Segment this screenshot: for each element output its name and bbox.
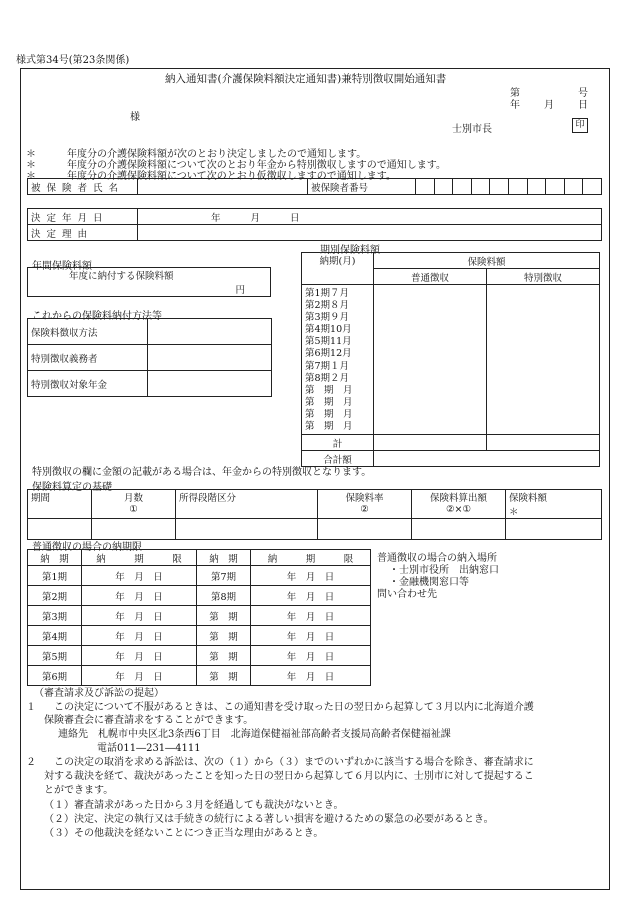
deadline-date[interactable]: 年 月 日 (251, 666, 371, 686)
insured-name-label: 被保険者氏名 (28, 179, 138, 195)
normal-amount-field[interactable] (374, 285, 487, 435)
deadline-table (27, 549, 371, 686)
basis-period-head: 期間 (28, 490, 92, 519)
contact-line: 連絡先 札幌市中央区北3条西6丁目 北海道保健福祉部高齢者支援局高齢者保健福祉課 (58, 729, 451, 740)
method-row-label: 特別徴収対象年金 (28, 371, 148, 397)
date-day: 日 (578, 100, 588, 111)
appeal-item-3: （３）その他裁決を経ないことにつき正当な理由があるとき。 (44, 828, 324, 839)
form-title: 納入通知書(介護保険料額決定通知書)兼特別徴収開始通知書 (165, 73, 447, 85)
insured-number-digit[interactable] (583, 179, 602, 195)
pay-place-title: 普通徴収の場合の納入場所 (377, 553, 497, 564)
decision-table (27, 208, 602, 241)
seal-mark: 印 (572, 118, 588, 133)
insured-number-digit[interactable] (527, 179, 546, 195)
deadline-period: 第5期 (28, 646, 82, 666)
appeal-1-text: この決定について不服があるときは、この通知書を受け取った日の翌日から起算して３月以内に北海道介護 (44, 702, 534, 713)
method-row-value[interactable] (148, 319, 272, 345)
insured-number-digit[interactable] (453, 179, 472, 195)
basis-field[interactable] (176, 519, 318, 540)
normal-head: 普通徴収 (374, 269, 487, 285)
insured-number-digit[interactable] (546, 179, 565, 195)
star-3-mark: ＊ (26, 171, 36, 182)
date-month: 月 (544, 100, 554, 111)
method-row-label: 保険料徴収方法 (28, 319, 148, 345)
deadline-date[interactable]: 年 月 日 (251, 586, 371, 606)
deadline-head: 納 期 限 (82, 550, 197, 566)
amount-head: 保険料額 (374, 253, 600, 269)
deadline-period: 第 期 (197, 666, 251, 686)
number-dai: 第 (510, 88, 520, 99)
basis-rate-head: 保険料率 ② (318, 490, 412, 519)
deadline-date[interactable]: 年 月 日 (82, 586, 197, 606)
basis-table (27, 489, 602, 540)
deadline-date[interactable]: 年 月 日 (251, 566, 371, 586)
basis-rank-head: 所得段階区分 (176, 490, 318, 519)
period-title: 期別保険料額 (320, 245, 380, 256)
deadline-period: 第 期 (197, 626, 251, 646)
annual-title: 年間保険料額 (32, 261, 92, 272)
form-number: 様式第34号(第23条関係) (16, 55, 130, 66)
appeal-2-no: ２ (26, 757, 36, 768)
grand-total-label: 合計額 (302, 451, 374, 467)
insured-table (27, 178, 602, 195)
appeal-2-text: この決定の取消を求める訴訟は、次の（１）から（３）までのいずれかに該当する場合を除き、審査請求に (44, 757, 534, 768)
deadline-date[interactable]: 年 月 日 (82, 646, 197, 666)
grand-total-field[interactable] (374, 451, 600, 467)
addressee-sama: 様 (130, 112, 140, 123)
number-go: 号 (578, 88, 588, 99)
appeal-title: （審査請求及び訴訟の提起） (34, 688, 164, 699)
deadline-period: 第3期 (28, 606, 82, 626)
appeal-item-1: （１）審査請求があった日から３月を経過しても裁決がないとき。 (44, 800, 344, 811)
method-row-label: 特別徴収義務者 (28, 345, 148, 371)
basis-field[interactable] (412, 519, 506, 540)
method-table (27, 318, 272, 397)
deadline-title: 普通徴収の場合の納期限 (32, 542, 142, 553)
insured-number-digit[interactable] (564, 179, 583, 195)
deadline-date[interactable]: 年 月 日 (251, 646, 371, 666)
deadline-period: 第 期 (197, 646, 251, 666)
basis-amount-head: 保険料額 ＊ (506, 490, 602, 519)
appeal-2-text-b: 対する裁決を経て、裁決があったことを知った日の翌日から起算して６月以内に、士別市に対して提起するこ (44, 771, 534, 782)
basis-calc-head: 保険料算出額 ②×① (412, 490, 506, 519)
star-2-mark: ＊ (26, 160, 36, 171)
mayor-name: 士別市長 (452, 124, 492, 135)
appeal-item-2: （２）決定、決定の執行又は手続きの続行による著しい損害を避けるための緊急の必要があるとき。 (44, 814, 494, 825)
deadline-date[interactable]: 年 月 日 (82, 566, 197, 586)
pay-place-item: ・金融機関窓口等 (389, 577, 469, 588)
total-field[interactable] (374, 435, 487, 451)
period-list: 第1期７月 第2期８月 第3期９月 第4期10月 第5期11月 第6期12月 第7期１月 第8期２月 第 期 月 第 期 月 第 期 月 第 期 月 (302, 285, 374, 435)
basis-field[interactable] (506, 519, 602, 540)
deadline-period: 第 期 (197, 606, 251, 626)
period-head: 納期(月) (302, 253, 374, 285)
basis-months-head: 月数 ① (92, 490, 176, 519)
date-year: 年 (510, 100, 520, 111)
deadline-period: 第7期 (197, 566, 251, 586)
star-1-text: 年度分の介護保険料額が次のとおり決定しましたので通知します。 (67, 149, 367, 160)
total-field[interactable] (487, 435, 600, 451)
decision-reason-label: 決定理由 (28, 225, 138, 241)
insured-number-digit[interactable] (416, 179, 435, 195)
deadline-date[interactable]: 年 月 日 (82, 666, 197, 686)
deadline-date[interactable]: 年 月 日 (251, 606, 371, 626)
special-amount-field[interactable] (487, 285, 600, 435)
basis-field[interactable] (28, 519, 92, 540)
basis-field[interactable] (318, 519, 412, 540)
contact-tel: 電話011―231―4111 (97, 743, 201, 754)
insured-number-digit[interactable] (490, 179, 509, 195)
annual-field[interactable]: 年度に納付する保険料額 円 (28, 268, 271, 297)
deadline-head: 納 期 限 (251, 550, 371, 566)
pay-place-item: ・士別市役所 出納窓口 (389, 565, 499, 576)
deadline-date[interactable]: 年 月 日 (82, 626, 197, 646)
basis-field[interactable] (92, 519, 176, 540)
deadline-head: 納 期 (28, 550, 82, 566)
special-head: 特別徴収 (487, 269, 600, 285)
special-note: 特別徴収の欄に金額の記載がある場合は、年金からの特別徴収となります。 (32, 467, 372, 478)
appeal-1-text-b: 保険審査会に審査請求をすることができます。 (44, 715, 254, 726)
decision-reason-field[interactable] (138, 225, 602, 241)
period-table (301, 252, 600, 467)
insured-number-label: 被保険者番号 (308, 179, 416, 195)
deadline-date[interactable]: 年 月 日 (82, 606, 197, 626)
deadline-date[interactable]: 年 月 日 (251, 626, 371, 646)
annual-table (27, 267, 271, 297)
method-row-value[interactable] (148, 345, 272, 371)
deadline-period: 第8期 (197, 586, 251, 606)
decision-date-field[interactable]: 年 月 日 (138, 209, 602, 225)
star-2-text: 年度分の介護保険料額について次のとおり年金から特別徴収しますので通知します。 (67, 160, 446, 171)
star-3-text: 年度分の介護保険料額について次のとおり仮徴収しますので通知します。 (67, 171, 396, 182)
basis-title: 保険料算定の基礎 (32, 482, 112, 493)
insured-number-digit[interactable] (471, 179, 490, 195)
insured-number-digit[interactable] (508, 179, 527, 195)
method-row-value[interactable] (148, 371, 272, 397)
deadline-period: 第1期 (28, 566, 82, 586)
total-label: 計 (302, 435, 374, 451)
deadline-period: 第2期 (28, 586, 82, 606)
insured-number-digit[interactable] (434, 179, 453, 195)
insured-name-field[interactable] (138, 179, 308, 195)
decision-date-label: 決定年月日 (28, 209, 138, 225)
inquiry-label: 問い合わせ先 (377, 589, 437, 600)
deadline-period: 第4期 (28, 626, 82, 646)
deadline-period: 第6期 (28, 666, 82, 686)
appeal-1-no: １ (26, 702, 36, 713)
star-1-mark: ＊ (26, 149, 36, 160)
method-title: これからの保険料納付方法等 (32, 311, 162, 322)
appeal-2-text-c: とができます。 (44, 785, 114, 796)
deadline-head: 納 期 (197, 550, 251, 566)
